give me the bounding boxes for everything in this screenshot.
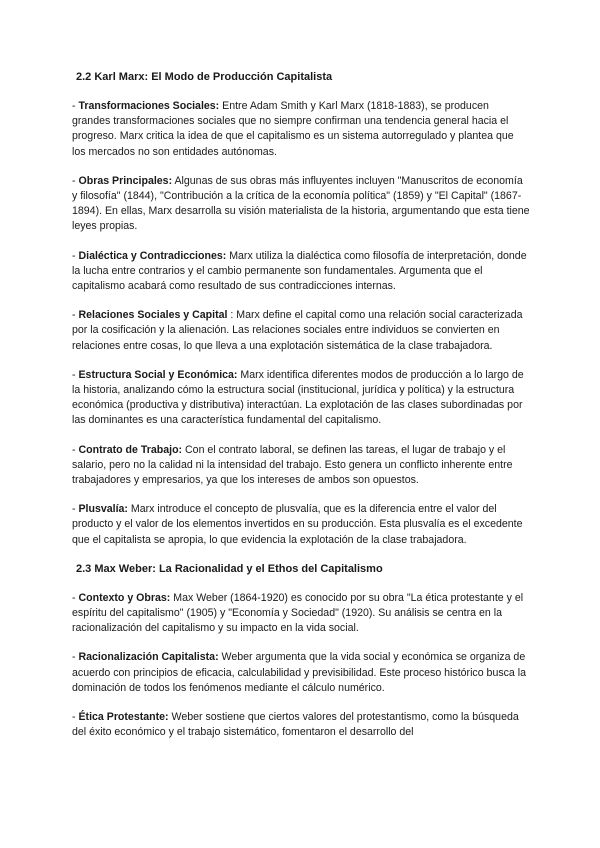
paragraph-lead: Ética Protestante: <box>78 711 169 724</box>
bullet-prefix: - <box>72 711 79 724</box>
paragraph-text: Weber sostiene que ciertos valores del protestantismo, como la búsqueda del éxito económico y el trabajo sistemático, fomentaron el desarrollo del <box>72 711 519 739</box>
paragraph-lead: Plusvalía: <box>78 503 128 516</box>
paragraph-lead: Transformaciones Sociales: <box>78 100 220 112</box>
paragraph-text: Algunas de sus obras más influyentes incluyen "Manuscritos de economía y filosofía" (1844), "Contribución a la crítica de la economía política" (1859) y "El Capital" (1867-1894). En ellas, Marx desarrolla su visión materialista de la historia, argumentando que esta tiene leyes propias. <box>72 174 530 233</box>
paragraph-text: Marx identifica diferentes modos de producción a lo largo de la historia, analizando cómo la estructura social (institucional, jurídica y política) y la estructura económica (productiva y distributiva) interactúan. La explotación de las clases subordinadas por las dominantes es una característica fundamental del capitalismo. <box>72 368 524 427</box>
paragraph-text: Con el contrato laboral, se definen las tareas, el lugar de trabajo y el salario, pero no la calidad ni la intensidad del trabajo. Esto genera un conflicto inherente entre trabajadores y empresarios, ya que los intereses de ambos son opuestos. <box>72 443 513 487</box>
bullet-prefix: - <box>72 368 79 381</box>
paragraph-obras-principales <box>72 174 530 235</box>
paragraph-lead: Dialéctica y Contradicciones: <box>78 249 227 262</box>
bullet-prefix: - <box>72 443 79 456</box>
paragraph-etica-protestante <box>72 710 530 740</box>
paragraph-lead: Obras Principales: <box>78 174 173 187</box>
paragraph-dialectica <box>72 249 530 295</box>
bullet-prefix: - <box>72 174 79 187</box>
paragraph-lead: Contexto y Obras: <box>78 591 171 604</box>
paragraph-contrato-trabajo <box>72 443 530 489</box>
paragraph-text: Weber argumenta que la vida social y económica se organiza de acuerdo con principios de eficacia, calculabilidad y previsibilidad. Este proceso histórico busca la dominación de todos los fenómenos mediante el cálculo numérico. <box>72 651 527 694</box>
section-heading: 2.3 Max Weber: La Racionalidad y el Ethos del Capitalismo <box>76 562 383 575</box>
bullet-prefix: - <box>72 651 79 664</box>
paragraph-lead: Relaciones Sociales y Capital <box>78 309 228 322</box>
paragraph-transformaciones-sociales <box>72 99 530 160</box>
paragraph-contexto-obras <box>72 591 530 637</box>
section-heading: 2.2 Karl Marx: El Modo de Producción Capitalista <box>76 71 333 83</box>
paragraph-text: Entre Adam Smith y Karl Marx (1818-1883), se producen grandes transformaciones sociales que no siempre confirman una tendencia general hacia el progreso. Marx critica la idea de que el capitalismo es un sistema autorregulado y plantea que los mercados no son entidades autónomas. <box>72 100 514 158</box>
paragraph-text: Marx utiliza la dialéctica como filosofía de interpretación, donde la lucha entre contrarios y el cambio permanente son fundamentales. Argumenta que el capitalismo acabará como resultado de sus contradicciones internas. <box>72 249 527 293</box>
bullet-prefix: - <box>72 309 79 322</box>
paragraph-plusvalia <box>72 502 530 548</box>
paragraph-text: Max Weber (1864-1920) es conocido por su obra "La ética protestante y el espíritu del capitalismo" (1905) y "Economía y Sociedad" (1920). Su análisis se centra en la racionalización del capitalismo y su impacto en la vida social. <box>72 591 524 635</box>
bullet-prefix: - <box>72 503 79 516</box>
section-karl-marx <box>72 70 530 548</box>
bullet-prefix: - <box>72 591 79 604</box>
paragraph-lead: Racionalización Capitalista: <box>78 651 219 664</box>
document-content <box>72 70 530 755</box>
bullet-prefix: - <box>72 249 79 262</box>
paragraph-text: : Marx define el capital como una relación social caracterizada por la cosificación y la alienación. Las relaciones sociales entre individuos se convierten en relaciones entre cosas, lo que lleva a una explotación sistemática de la clase trabajadora. <box>72 309 523 352</box>
paragraph-racionalizacion <box>72 650 530 696</box>
paragraph-text: Marx introduce el concepto de plusvalía, que es la diferencia entre el valor del producto y el valor de los elementos invertidos en su producción. Esta plusvalía es el excedente que el capitalista se apropia, lo que evidencia la explotación de la clase trabajadora. <box>72 503 523 546</box>
section-max-weber <box>72 562 530 741</box>
paragraph-relaciones-sociales <box>72 308 530 354</box>
paragraph-lead: Contrato de Trabajo: <box>78 443 183 456</box>
paragraph-lead: Estructura Social y Económica: <box>78 368 238 381</box>
bullet-prefix: - <box>72 100 79 112</box>
paragraph-estructura-social <box>72 368 530 429</box>
